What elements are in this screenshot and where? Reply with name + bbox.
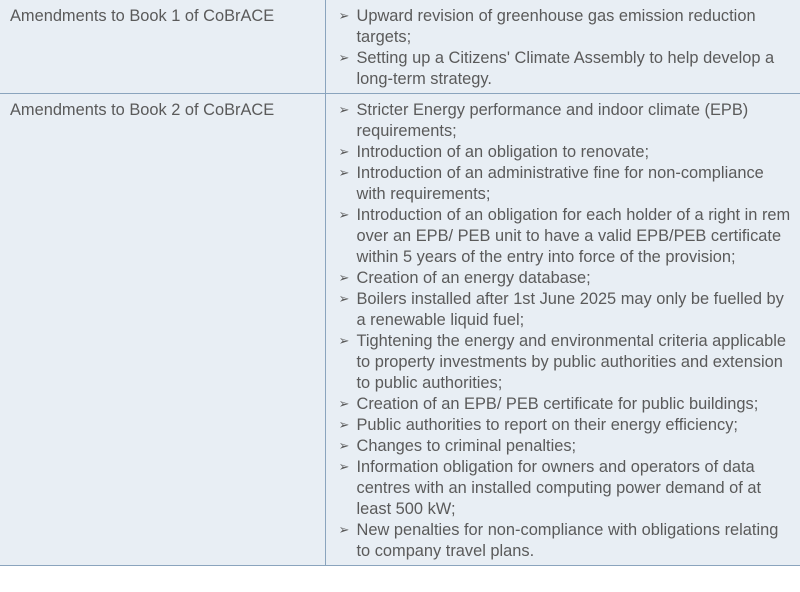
list-item-text: Introduction of an obligation for each holder of a right in rem over an EPB/ PEB unit to have a valid EPB/PEB certificate within 5 years of the entry into force of the provision; [356, 206, 791, 266]
list-item [339, 163, 793, 205]
list-item-text: Introduction of an obligation to renovate; [356, 143, 650, 161]
list-item-text: Upward revision of greenhouse gas emission reduction targets; [356, 7, 756, 46]
list-item [339, 436, 793, 457]
arrow-bullet-icon: ➢ [338, 439, 350, 454]
arrow-bullet-icon: ➢ [338, 523, 350, 538]
arrow-bullet-icon: ➢ [338, 103, 350, 118]
arrow-bullet-icon: ➢ [338, 397, 350, 412]
list-item-text: Information obligation for owners and operators of data centres with an installed computing power demand of at least 500 kW; [356, 458, 762, 518]
arrow-bullet-icon: ➢ [338, 460, 350, 475]
arrow-bullet-icon: ➢ [338, 334, 350, 349]
table-row [0, 0, 800, 94]
arrow-bullet-icon: ➢ [338, 9, 350, 24]
list-item [339, 331, 793, 394]
list-item [339, 268, 793, 289]
list-item [339, 100, 793, 142]
arrow-bullet-icon: ➢ [338, 208, 350, 223]
arrow-bullet-icon: ➢ [338, 51, 350, 66]
arrow-bullet-icon: ➢ [338, 166, 350, 181]
list-item [339, 142, 793, 163]
bullet-list [339, 6, 793, 90]
list-item-text: Creation of an energy database; [356, 269, 591, 287]
row-label: Amendments to Book 2 of CoBrACE [0, 94, 325, 566]
list-item-text: Introduction of an administrative fine for non-compliance with requirements; [356, 164, 764, 203]
list-item [339, 48, 793, 90]
list-item-text: Changes to criminal penalties; [356, 437, 577, 455]
list-item-text: Stricter Energy performance and indoor climate (EPB) requirements; [356, 101, 749, 140]
arrow-bullet-icon: ➢ [338, 292, 350, 307]
list-item-text: Setting up a Citizens' Climate Assembly to help develop a long-term strategy. [356, 49, 775, 88]
row-items-cell [325, 0, 800, 94]
list-item-text: New penalties for non-compliance with obligations relating to company travel plans. [356, 521, 779, 560]
arrow-bullet-icon: ➢ [338, 145, 350, 160]
list-item [339, 289, 793, 331]
list-item-text: Boilers installed after 1st June 2025 may only be fuelled by a renewable liquid fuel; [356, 290, 784, 329]
list-item [339, 205, 793, 268]
list-item-text: Creation of an EPB/ PEB certificate for public buildings; [356, 395, 759, 413]
list-item [339, 394, 793, 415]
list-item [339, 415, 793, 436]
row-items-cell [325, 94, 800, 566]
list-item-text: Public authorities to report on their energy efficiency; [356, 416, 738, 434]
list-item [339, 457, 793, 520]
arrow-bullet-icon: ➢ [338, 418, 350, 433]
list-item [339, 520, 793, 562]
arrow-bullet-icon: ➢ [338, 271, 350, 286]
row-label: Amendments to Book 1 of CoBrACE [0, 0, 325, 94]
table-row [0, 94, 800, 566]
bullet-list [339, 100, 793, 562]
list-item [339, 6, 793, 48]
list-item-text: Tightening the energy and environmental criteria applicable to property investments by public authorities and extension to public authorities; [356, 332, 786, 392]
